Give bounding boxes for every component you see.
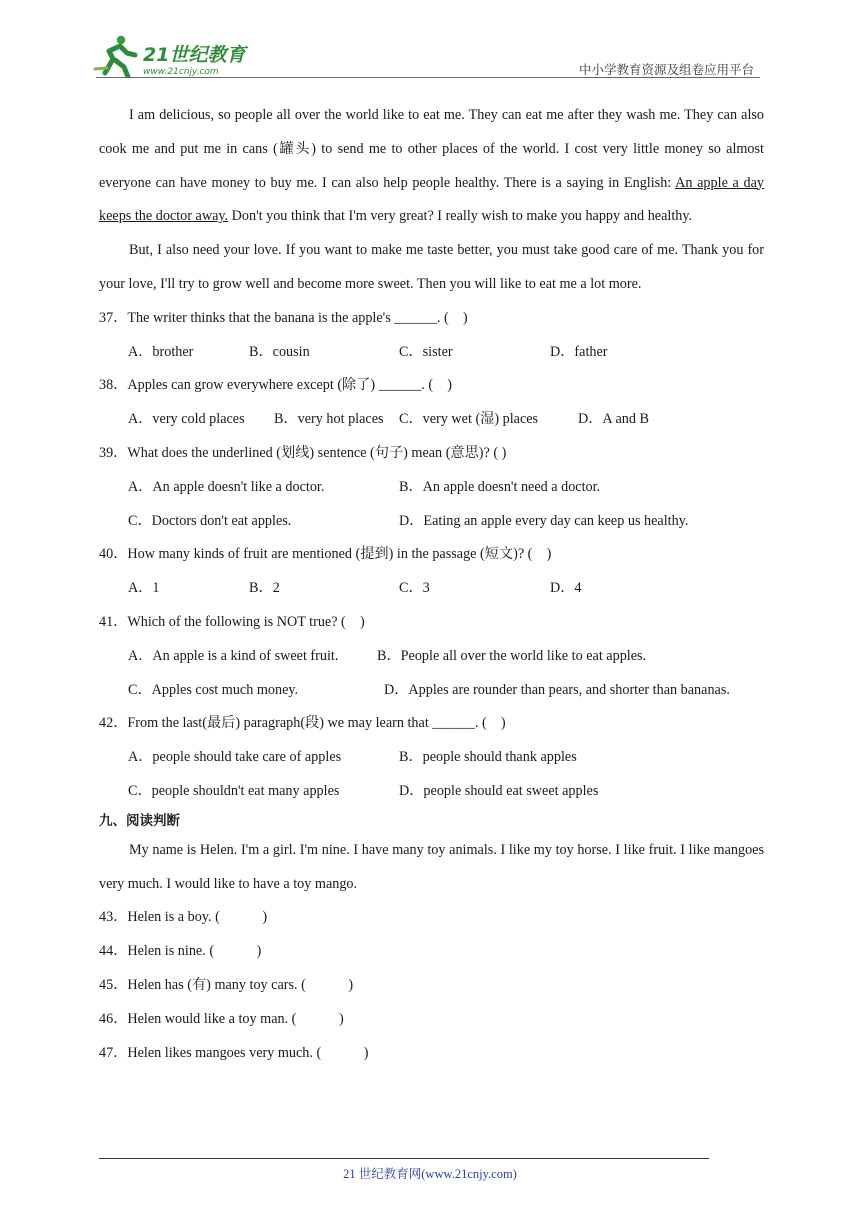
footer-divider	[99, 1158, 709, 1159]
option-c[interactable]: C．Doctors don't eat apples.	[128, 512, 292, 529]
question-42: 42．From the last(最后) paragraph(段) we may learn that ______. ( )	[99, 715, 506, 732]
passage-text: I am delicious, so people all over the world like to eat me. They can eat me after they wash me. They can also cook me and put me in cans (罐头) to send me to other places of the world. I cost very little money so almost everyone can have money to buy me. I can also help people healthy. There is a saying in English:	[99, 107, 764, 191]
options-row	[99, 674, 764, 708]
passage-text: Don't you think that I'm very great? I really wish to make you happy and healthy.	[228, 208, 693, 225]
option-a[interactable]: A．people should take care of apples	[128, 749, 342, 766]
options-row	[99, 572, 764, 606]
judgement-item-43: 43．Helen is a boy. ( )	[99, 909, 268, 926]
option-c[interactable]: C．people shouldn't eat many apples	[128, 782, 340, 799]
option-b[interactable]: B．An apple doesn't need a doctor.	[399, 478, 601, 495]
judgement-item-45: 45．Helen has (有) many toy cars. ( )	[99, 976, 354, 993]
options-row	[99, 471, 764, 505]
options-row	[99, 336, 764, 370]
underlined-sentence: An apple a day keeps the doctor away.	[99, 174, 764, 225]
runner-icon	[95, 36, 135, 77]
header-divider	[96, 77, 760, 78]
option-d[interactable]: D．A and B	[578, 411, 649, 428]
judgement-item-44: 44．Helen is nine. ( )	[99, 943, 262, 960]
option-c[interactable]: C．3	[399, 580, 430, 597]
option-d[interactable]: D．people should eat sweet apples	[399, 782, 599, 799]
option-d[interactable]: D．father	[550, 343, 608, 360]
option-a[interactable]: A．very cold places	[128, 411, 245, 428]
option-c[interactable]: C．very wet (湿) places	[399, 411, 539, 428]
passage-paragraph-2: But, I also need your love. If you want to make me taste better, you must take good care of me. Thank you for your love, I'll try to grow well and become more sweet. Then you will like to eat me a lot more.	[99, 242, 764, 292]
section-passage: My name is Helen. I'm a girl. I'm nine. I have many toy animals. I like my toy horse. I like fruit. I like mangoes very much. I would like to have a toy mango.	[99, 841, 764, 892]
page-header	[0, 0, 860, 80]
option-a[interactable]: A．An apple is a kind of sweet fruit.	[128, 647, 339, 664]
option-b[interactable]: B．very hot places	[274, 411, 384, 428]
option-d[interactable]: D．Eating an apple every day can keep us healthy.	[399, 512, 689, 529]
logo-url: www.21cnjy.com	[143, 67, 219, 77]
options-row	[99, 505, 764, 539]
question-37: 37．The writer thinks that the banana is the apple's ______. ( )	[99, 309, 468, 326]
options-row	[99, 640, 764, 674]
options-row	[99, 775, 764, 809]
section-title: 九、阅读判断	[99, 812, 180, 829]
question-38: 38．Apples can grow everywhere except (除了) ______. ( )	[99, 377, 452, 394]
question-40: 40．How many kinds of fruit are mentioned (提到) in the passage (短文)? ( )	[99, 546, 552, 563]
option-d[interactable]: D．4	[550, 580, 582, 597]
options-row	[99, 403, 764, 437]
option-a[interactable]: A．brother	[128, 343, 194, 360]
passage-paragraph-1	[99, 99, 764, 234]
judgement-item-46: 46．Helen would like a toy man. ( )	[99, 1010, 344, 1027]
option-b[interactable]: B．people should thank apples	[399, 749, 577, 766]
option-b[interactable]: B．2	[249, 580, 280, 597]
question-39: 39．What does the underlined (划线) sentence (句子) mean (意思)? ( )	[99, 444, 507, 461]
question-41: 41．Which of the following is NOT true? ( )	[99, 613, 365, 630]
option-d[interactable]: D．Apples are rounder than pears, and shorter than bananas.	[384, 681, 730, 698]
option-a[interactable]: A．1	[128, 580, 160, 597]
judgement-item-47: 47．Helen likes mangoes very much. ( )	[99, 1044, 369, 1061]
logo-text: 21世纪教育	[143, 44, 246, 66]
options-row	[99, 741, 764, 775]
document-body	[99, 99, 764, 1070]
footer-text: 21 世纪教育网(www.21cnjy.com)	[343, 1167, 517, 1181]
21cnjy-logo	[93, 33, 258, 78]
platform-name: 中小学教育资源及组卷应用平台	[578, 62, 754, 77]
option-b[interactable]: B．cousin	[249, 343, 310, 360]
option-c[interactable]: C．Apples cost much money.	[128, 681, 299, 698]
option-a[interactable]: A．An apple doesn't like a doctor.	[128, 478, 325, 495]
option-c[interactable]: C．sister	[399, 343, 453, 360]
option-b[interactable]: B．People all over the world like to eat apples.	[377, 647, 647, 664]
